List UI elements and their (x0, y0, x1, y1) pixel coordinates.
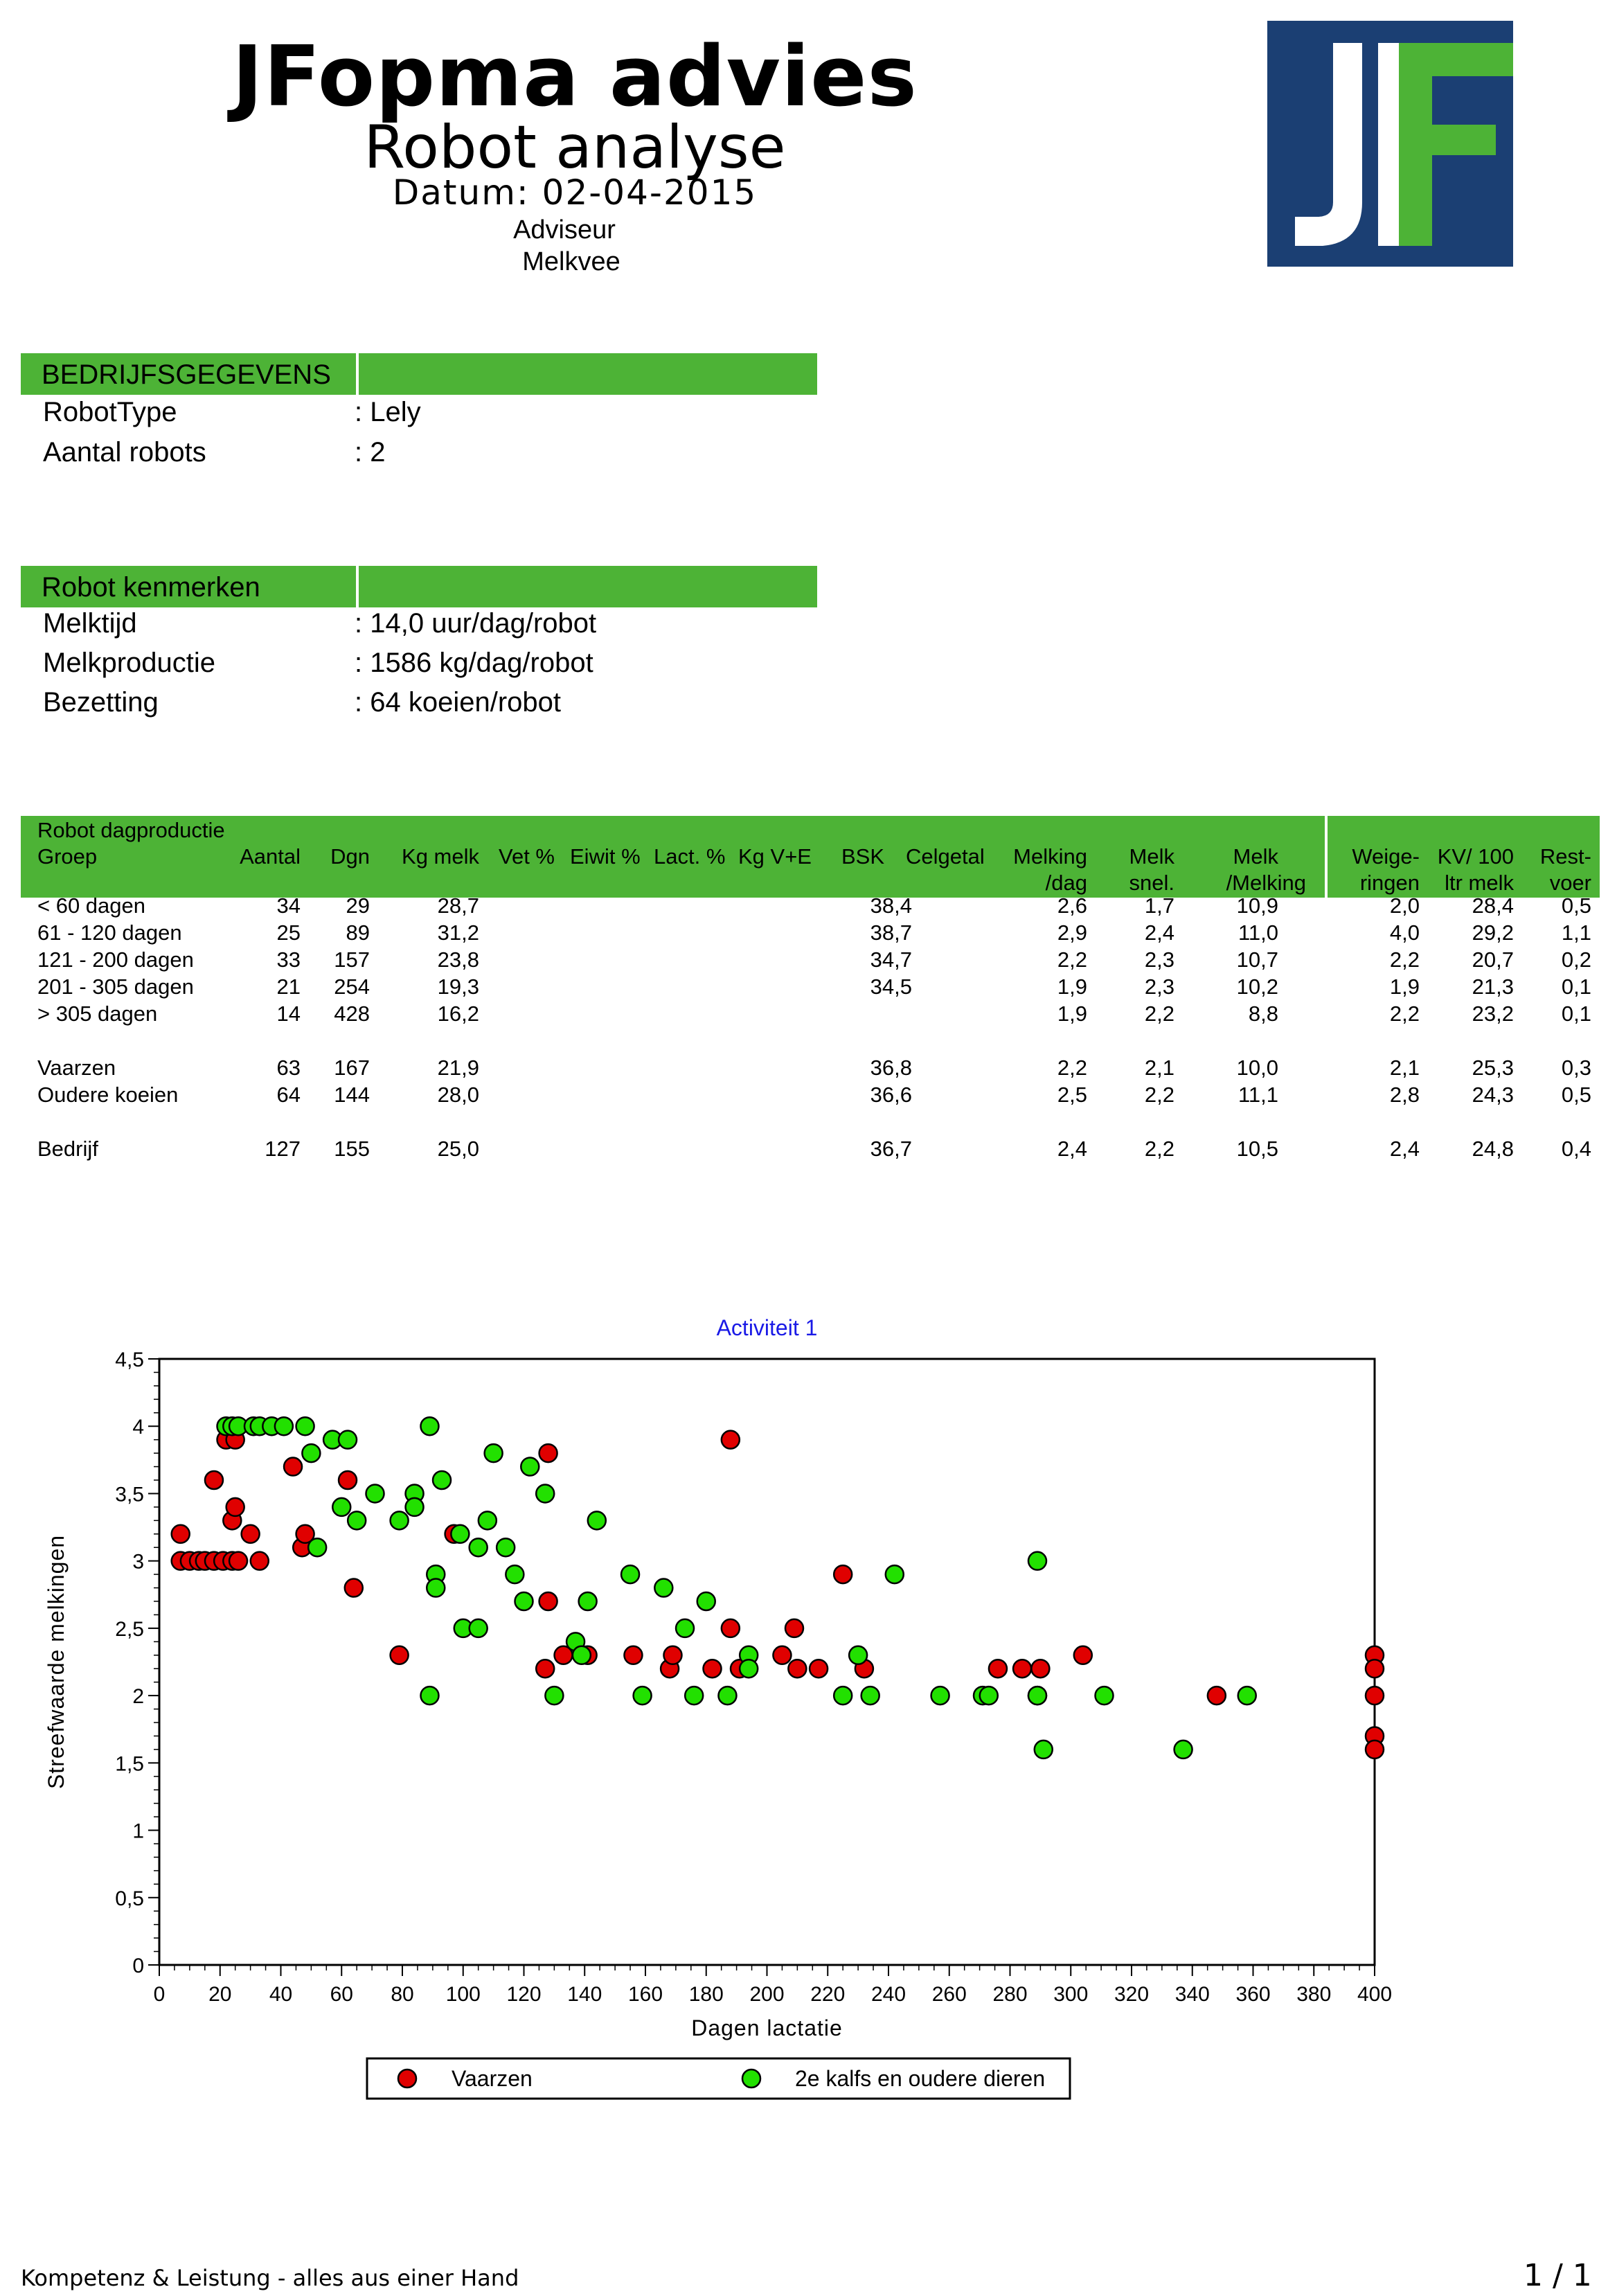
footer-slogan: Kompetenz & Leistung - alles aus einer Hand (21, 2265, 519, 2291)
oudere-dieren-point (697, 1592, 715, 1610)
cell-kv: 24,3 (1472, 1083, 1514, 1107)
y-tick-label: 0 (132, 1955, 144, 1977)
cell-dgn: 89 (346, 920, 370, 945)
melktijd-label: Melktijd (43, 608, 137, 639)
vaarzen-point (773, 1646, 791, 1664)
bedrijfsgegevens-header (21, 353, 817, 395)
vaarzen-point (226, 1498, 244, 1516)
x-tick-label: 360 (1235, 1983, 1271, 2006)
oudere-dieren-point (470, 1538, 488, 1556)
oudere-dieren-point (740, 1659, 758, 1677)
x-tick-label: 140 (567, 1983, 602, 2006)
table-row (21, 1002, 1600, 1026)
cell-melking: 2,5 (1057, 1083, 1087, 1107)
oudere-dieren-point (296, 1417, 314, 1435)
oudere-dieren-point (1035, 1741, 1053, 1759)
cell-kgmelk: 19,3 (437, 975, 479, 999)
oudere-dieren-point (366, 1484, 384, 1502)
col-celgetal: Celgetal (906, 844, 985, 869)
oudere-dieren-point (886, 1565, 904, 1583)
vaarzen-point (1366, 1741, 1384, 1759)
cell-rest: 0,4 (1561, 1137, 1591, 1161)
oudere-dieren-point (849, 1646, 867, 1664)
cell-aantal: 127 (265, 1137, 301, 1161)
cell-pm: 10,0 (1236, 1056, 1278, 1080)
cell-aantal: 14 (276, 1002, 301, 1026)
vaarzen-point (251, 1552, 269, 1570)
x-tick-label: 160 (627, 1983, 663, 2006)
cell-snel: 2,2 (1144, 1002, 1174, 1026)
cell-kgmelk: 28,0 (437, 1083, 479, 1107)
oudere-dieren-point (485, 1444, 503, 1462)
vaarzen-point (229, 1552, 247, 1570)
x-tick-label: 0 (153, 1983, 166, 2006)
cell-melking: 2,2 (1057, 947, 1087, 972)
oudere-dieren-point (479, 1511, 497, 1529)
x-tick-label: 120 (506, 1983, 542, 2006)
oudere-dieren-point (420, 1687, 438, 1705)
cell-rest: 0,1 (1561, 1002, 1591, 1026)
x-tick-label: 200 (749, 1983, 785, 2006)
x-tick-label: 280 (992, 1983, 1028, 2006)
report-date: Datum: 02-04-2015 (392, 172, 758, 213)
cell-groep: > 305 dagen (37, 1002, 158, 1026)
oudere-dieren-point (1096, 1687, 1114, 1705)
role-line-1: Adviseur (513, 215, 616, 244)
vaarzen-point (1031, 1659, 1049, 1677)
vaarzen-point (663, 1646, 681, 1664)
col-groep: Groep (37, 844, 98, 869)
vaarzen-point (172, 1525, 190, 1543)
bezetting-label: Bezetting (43, 687, 159, 718)
cell-bsk: 34,7 (870, 947, 912, 972)
cell-kgmelk: 23,8 (437, 947, 479, 972)
oudere-dieren-point (579, 1592, 597, 1610)
cell-pm: 10,9 (1236, 893, 1278, 918)
cell-melking: 2,4 (1057, 1137, 1087, 1161)
vaarzen-point (624, 1646, 642, 1664)
cell-weig: 4,0 (1389, 920, 1420, 945)
oudere-dieren-point (506, 1565, 524, 1583)
cell-kv: 20,7 (1472, 947, 1514, 972)
cell-groep: Bedrijf (37, 1137, 98, 1161)
x-tick-label: 20 (208, 1983, 232, 2006)
cell-pm: 10,5 (1236, 1137, 1278, 1161)
legend-vaarzen-marker (398, 2070, 416, 2088)
bezetting-value: : 64 koeien/robot (355, 687, 561, 718)
cell-rest: 0,3 (1561, 1056, 1591, 1080)
oudere-dieren-point (654, 1579, 672, 1597)
cell-weig: 2,8 (1389, 1083, 1420, 1107)
col-lact: Lact. % (654, 844, 726, 869)
cell-melking: 1,9 (1057, 1002, 1087, 1026)
col-vet: Vet % (499, 844, 555, 869)
cell-snel: 2,1 (1144, 1056, 1174, 1080)
vaarzen-point (345, 1579, 363, 1597)
legend-vaarzen-label: Vaarzen (452, 2066, 533, 2091)
cell-groep: Oudere koeien (37, 1083, 179, 1107)
cell-aantal: 33 (276, 947, 301, 972)
cell-kgmelk: 16,2 (437, 1002, 479, 1026)
cell-pm: 10,7 (1236, 947, 1278, 972)
oudere-dieren-point (1238, 1687, 1256, 1705)
vaarzen-point (704, 1659, 722, 1677)
cell-bsk: 36,8 (870, 1056, 912, 1080)
x-tick-label: 80 (391, 1983, 414, 2006)
jf-logo-icon (1267, 21, 1513, 267)
activiteit-chart (0, 1302, 1617, 2119)
oudere-dieren-point (573, 1646, 591, 1664)
oudere-dieren-point (497, 1538, 515, 1556)
oudere-dieren-point (685, 1687, 703, 1705)
cell-pm: 8,8 (1248, 1002, 1278, 1026)
vaarzen-point (788, 1659, 806, 1677)
report-subtitle: Robot analyse (364, 113, 786, 182)
melktijd-value: : 14,0 uur/dag/robot (355, 608, 597, 639)
cell-aantal: 25 (276, 920, 301, 945)
cell-bsk: 36,7 (870, 1137, 912, 1161)
cell-dgn: 428 (334, 1002, 370, 1026)
oudere-dieren-point (1028, 1552, 1046, 1570)
table-title: Robot dagproductie (37, 818, 225, 842)
cell-snel: 2,2 (1144, 1137, 1174, 1161)
oudere-dieren-point (406, 1498, 424, 1516)
cell-kgmelk: 31,2 (437, 920, 479, 945)
cell-groep: < 60 dagen (37, 893, 146, 918)
y-tick-label: 0,5 (115, 1887, 144, 1910)
cell-dgn: 157 (334, 947, 370, 972)
oudere-dieren-point (834, 1687, 852, 1705)
oudere-dieren-point (588, 1511, 606, 1529)
cell-rest: 0,5 (1561, 893, 1591, 918)
cell-weig: 2,2 (1389, 1002, 1420, 1026)
oudere-dieren-point (931, 1687, 949, 1705)
col-aantal: Aantal (240, 844, 301, 869)
oudere-dieren-point (348, 1511, 366, 1529)
cell-kv: 23,2 (1472, 1002, 1514, 1026)
y-tick-label: 2 (132, 1685, 144, 1709)
cell-pm: 10,2 (1236, 975, 1278, 999)
cell-groep: 61 - 120 dagen (37, 920, 182, 945)
y-tick-label: 4,5 (115, 1349, 144, 1371)
cell-pm: 11,0 (1238, 920, 1278, 945)
legend-oudere-label: 2e kalfs en oudere dieren (795, 2066, 1046, 2091)
cell-aantal: 64 (276, 1083, 301, 1107)
cell-rest: 0,2 (1561, 947, 1591, 972)
col-bsk: BSK (841, 844, 885, 869)
bedrijfsgegevens-heading: BEDRIJFSGEGEVENS (42, 359, 331, 390)
cell-dgn: 144 (334, 1083, 370, 1107)
table-row (21, 1056, 1600, 1080)
oudere-dieren-point (470, 1619, 488, 1637)
x-tick-label: 260 (931, 1983, 967, 2006)
aantal-robots-value: : 2 (355, 437, 386, 468)
col-kgmelk: Kg melk (402, 844, 479, 869)
oudere-dieren-point (634, 1687, 652, 1705)
cell-rest: 0,5 (1561, 1083, 1591, 1107)
cell-weig: 2,0 (1389, 893, 1420, 918)
oudere-dieren-point (1174, 1741, 1192, 1759)
cell-kv: 25,3 (1472, 1056, 1514, 1080)
cell-dgn: 155 (334, 1137, 370, 1161)
vaarzen-point (722, 1431, 740, 1449)
company-title: JFopma advies (232, 29, 918, 125)
y-tick-label: 1 (132, 1819, 144, 1843)
cell-snel: 2,3 (1144, 975, 1174, 999)
cell-aantal: 63 (276, 1056, 301, 1080)
col-snel-sub: snel. (1129, 871, 1174, 895)
vaarzen-point (391, 1646, 409, 1664)
vaarzen-point (834, 1565, 852, 1583)
oudere-dieren-point (545, 1687, 563, 1705)
cell-dgn: 29 (346, 893, 370, 918)
plot-frame (159, 1359, 1375, 1965)
cell-groep: 121 - 200 dagen (37, 947, 194, 972)
vaarzen-point (1366, 1687, 1384, 1705)
col-kv-sub: ltr melk (1445, 871, 1514, 895)
x-axis-label: Dagen lactatie (691, 2015, 843, 2040)
col-restvoer: Rest- (1539, 844, 1591, 869)
oudere-dieren-point (515, 1592, 533, 1610)
melkproductie-value: : 1586 kg/dag/robot (355, 648, 593, 678)
oudere-dieren-point (433, 1471, 451, 1489)
x-tick-label: 60 (330, 1983, 353, 2006)
y-axis-label: Streefwaarde melkingen (44, 1534, 69, 1790)
col-melking: Melking (1013, 844, 1087, 869)
y-tick-label: 1,5 (115, 1752, 144, 1776)
cell-dgn: 167 (334, 1056, 370, 1080)
oudere-dieren-point (718, 1687, 736, 1705)
cell-groep: Vaarzen (37, 1056, 116, 1080)
cell-kv: 21,3 (1472, 975, 1514, 999)
col-weigeringen-sub: ringen (1359, 871, 1420, 895)
oudere-dieren-point (308, 1538, 326, 1556)
vaarzen-point (205, 1471, 223, 1489)
cell-kgmelk: 25,0 (437, 1137, 479, 1161)
y-tick-label: 3,5 (115, 1483, 144, 1506)
col-permelking: Melk (1233, 844, 1278, 869)
cell-bsk: 36,6 (870, 1083, 912, 1107)
cell-melking: 1,9 (1057, 975, 1087, 999)
vaarzen-point (1366, 1659, 1384, 1677)
dagproductie-table-body (21, 893, 1600, 1171)
oudere-dieren-point (391, 1511, 409, 1529)
col-dgn: Dgn (330, 844, 370, 869)
col-eiwit: Eiwit % (570, 844, 641, 869)
oudere-dieren-point (339, 1431, 357, 1449)
kenmerken-heading: Robot kenmerken (42, 572, 260, 603)
col-kv: KV/ 100 (1437, 844, 1514, 869)
x-tick-label: 100 (445, 1983, 481, 2006)
cell-pm: 11,1 (1238, 1083, 1278, 1107)
header-divider (356, 566, 359, 607)
oudere-dieren-point (536, 1484, 554, 1502)
x-tick-label: 240 (870, 1983, 906, 2006)
cell-rest: 1,1 (1561, 920, 1591, 945)
cell-rest: 0,1 (1561, 975, 1591, 999)
vaarzen-point (242, 1525, 260, 1543)
vaarzen-point (785, 1619, 803, 1637)
chart-title: Activiteit 1 (716, 1315, 818, 1340)
table-row (21, 920, 1600, 945)
cell-melking: 2,6 (1057, 893, 1087, 918)
robottype-label: RobotType (43, 397, 177, 427)
x-tick-label: 400 (1357, 1983, 1393, 2006)
cell-dgn: 254 (334, 975, 370, 999)
x-tick-label: 300 (1053, 1983, 1089, 2006)
aantal-robots-label: Aantal robots (43, 437, 206, 468)
oudere-dieren-point (676, 1619, 694, 1637)
vaarzen-point (539, 1444, 557, 1462)
cell-kv: 28,4 (1472, 893, 1514, 918)
vaarzen-point (989, 1659, 1007, 1677)
x-tick-label: 180 (688, 1983, 724, 2006)
cell-snel: 1,7 (1144, 893, 1174, 918)
cell-aantal: 34 (276, 893, 301, 918)
x-tick-label: 220 (810, 1983, 846, 2006)
cell-weig: 1,9 (1389, 975, 1420, 999)
col-permelking-sub: /Melking (1226, 871, 1306, 895)
vaarzen-point (539, 1592, 557, 1610)
vaarzen-point (810, 1659, 828, 1677)
oudere-dieren-point (1028, 1687, 1046, 1705)
cell-snel: 2,2 (1144, 1083, 1174, 1107)
oudere-dieren-point (427, 1579, 445, 1597)
col-melking-sub: /dag (1045, 871, 1087, 895)
x-tick-label: 40 (269, 1983, 293, 2006)
y-tick-label: 3 (132, 1550, 144, 1574)
cell-aantal: 21 (276, 975, 301, 999)
oudere-dieren-point (332, 1498, 350, 1516)
oudere-dieren-point (420, 1417, 438, 1435)
robottype-value: : Lely (355, 397, 421, 427)
cell-kgmelk: 28,7 (437, 893, 479, 918)
cell-snel: 2,3 (1144, 947, 1174, 972)
table-row (21, 1137, 1600, 1162)
cell-melking: 2,9 (1057, 920, 1087, 945)
cell-kgmelk: 21,9 (437, 1056, 479, 1080)
header-divider (356, 353, 359, 395)
page-number: 1 / 1 (1524, 2258, 1592, 2293)
table-row (21, 893, 1600, 918)
cell-bsk: 38,7 (870, 920, 912, 945)
melkproductie-label: Melkproductie (43, 648, 216, 678)
oudere-dieren-point (275, 1417, 293, 1435)
vaarzen-point (1013, 1659, 1031, 1677)
y-tick-label: 4 (132, 1416, 144, 1439)
vaarzen-point (1074, 1646, 1092, 1664)
cell-weig: 2,1 (1389, 1056, 1420, 1080)
cell-kv: 29,2 (1472, 920, 1514, 945)
col-restvoer-sub: voer (1549, 871, 1591, 895)
oudere-dieren-point (861, 1687, 879, 1705)
cell-snel: 2,4 (1144, 920, 1174, 945)
vaarzen-point (536, 1659, 554, 1677)
cell-weig: 2,2 (1389, 947, 1420, 972)
oudere-dieren-point (980, 1687, 998, 1705)
vaarzen-point (1208, 1687, 1226, 1705)
oudere-dieren-point (521, 1458, 539, 1476)
y-tick-label: 2,5 (115, 1617, 144, 1641)
cell-weig: 2,4 (1389, 1137, 1420, 1161)
vaarzen-point (339, 1471, 357, 1489)
x-tick-label: 340 (1174, 1983, 1210, 2006)
cell-bsk: 34,5 (870, 975, 912, 999)
table-row (21, 947, 1600, 972)
table-row (21, 975, 1600, 999)
col-weigeringen: Weige- (1352, 844, 1420, 869)
cell-melking: 2,2 (1057, 1056, 1087, 1080)
oudere-dieren-point (302, 1444, 320, 1462)
oudere-dieren-point (621, 1565, 639, 1583)
role-line-2: Melkvee (522, 247, 620, 276)
col-kgve: Kg V+E (738, 844, 812, 869)
dagproductie-table-header (21, 816, 1600, 898)
kenmerken-header (21, 566, 817, 607)
oudere-dieren-point (451, 1525, 469, 1543)
x-tick-label: 380 (1296, 1983, 1332, 2006)
cell-kv: 24,8 (1472, 1137, 1514, 1161)
cell-bsk: 38,4 (870, 893, 912, 918)
cell-groep: 201 - 305 dagen (37, 975, 194, 999)
vaarzen-point (722, 1619, 740, 1637)
x-tick-label: 320 (1114, 1983, 1150, 2006)
legend-oudere-marker (742, 2070, 760, 2088)
table-row (21, 1083, 1600, 1107)
vaarzen-point (284, 1458, 302, 1476)
col-snel: Melk (1129, 844, 1174, 869)
